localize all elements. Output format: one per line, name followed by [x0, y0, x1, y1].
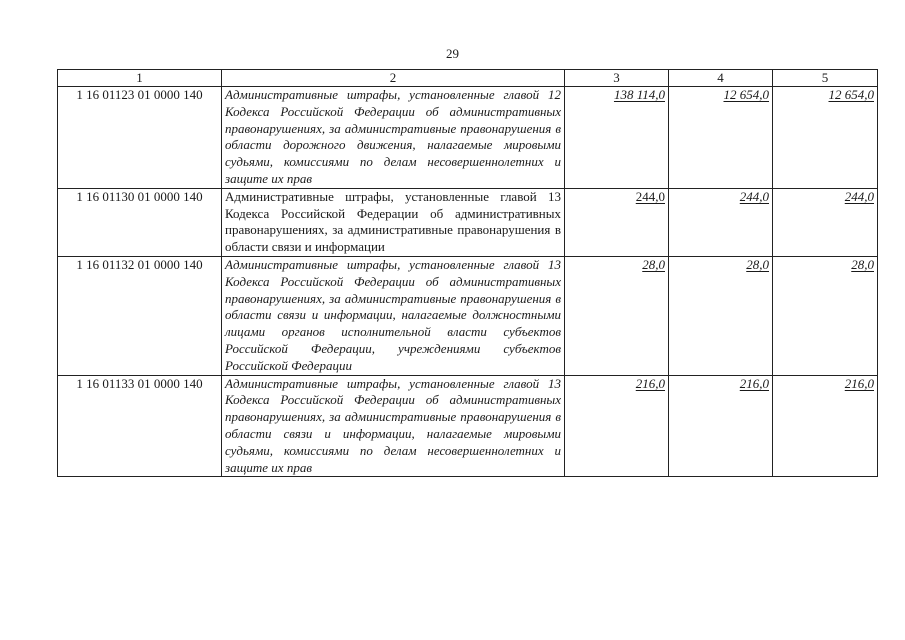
table-row	[58, 87, 878, 189]
value-text: 28,0	[746, 256, 769, 272]
value-cell-4	[669, 375, 773, 477]
value-cell-5	[773, 87, 878, 189]
value-cell-5	[773, 375, 878, 477]
value-cell-3	[565, 87, 669, 189]
column-header-2: 2	[222, 70, 565, 87]
value-text: 28,0	[851, 256, 874, 272]
budget-code-cell: 1 16 01130 01 0000 140	[58, 188, 222, 256]
column-header-5: 5	[773, 70, 878, 87]
value-text: 244,0	[635, 188, 665, 204]
value-cell-4	[669, 87, 773, 189]
value-cell-5	[773, 256, 878, 375]
column-header-1: 1	[58, 70, 222, 87]
description-cell: Административные штрафы, установленные главой 13 Кодекса Российской Федерации об административных правонарушениях, за административные правонарушения в области связи и информации, налагаемые мировыми судьями, комиссиями по делам несовершеннолетних и защите их прав	[222, 375, 565, 477]
column-header-4: 4	[669, 70, 773, 87]
value-cell-3	[565, 375, 669, 477]
column-header-3: 3	[565, 70, 669, 87]
value-text: 244,0	[844, 188, 874, 204]
budget-table	[57, 69, 878, 477]
page-number: 29	[446, 46, 459, 61]
budget-code-cell: 1 16 01133 01 0000 140	[58, 375, 222, 477]
table-row	[58, 188, 878, 256]
value-text: 12 654,0	[828, 87, 874, 102]
value-text: 28,0	[642, 256, 665, 272]
table-row	[58, 256, 878, 375]
description-cell: Административные штрафы, установленные главой 13 Кодекса Российской Федерации об административных правонарушениях, за административные правонарушения в области связи и информации	[222, 188, 565, 256]
budget-code-cell: 1 16 01132 01 0000 140	[58, 256, 222, 375]
description-cell: Административные штрафы, установленные главой 12 Кодекса Российской Федерации об административных правонарушениях, за административные правонарушения в области дорожного движения, налагаемые мировыми судьями, комиссиями по делам несовершеннолетних и защите их прав	[222, 87, 565, 189]
table-row	[58, 375, 878, 477]
value-cell-3	[565, 188, 669, 256]
value-cell-5	[773, 188, 878, 256]
value-cell-3	[565, 256, 669, 375]
header-row	[58, 70, 878, 87]
budget-code-cell: 1 16 01123 01 0000 140	[58, 87, 222, 189]
value-text: 12 654,0	[723, 87, 769, 102]
value-cell-4	[669, 256, 773, 375]
value-cell-4	[669, 188, 773, 256]
value-text: 244,0	[739, 188, 769, 204]
value-text: 216,0	[635, 375, 665, 391]
value-text: 216,0	[844, 375, 874, 391]
description-cell: Административные штрафы, установленные главой 13 Кодекса Российской Федерации об административных правонарушениях, за административные правонарушения в области связи и информации, налагаемые должностными лицами органов исполнительной власти субъектов Российской Федерации, учреждениями субъектов Российской Федерации	[222, 256, 565, 375]
value-text: 216,0	[739, 375, 769, 391]
value-text: 138 114,0	[613, 87, 665, 102]
